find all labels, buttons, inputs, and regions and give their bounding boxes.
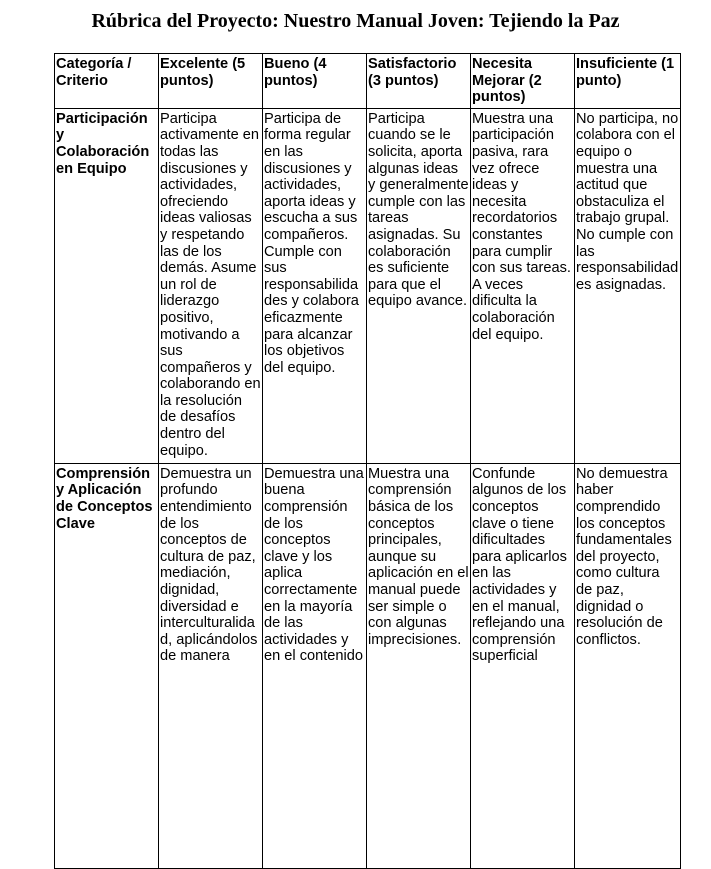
header-insufficient: Insuficiente (1 punto) bbox=[575, 54, 681, 109]
table-cell: Participa cuando se le solicita, aporta algunas ideas y generalmente cumple con las tareas asignadas. Su colaboración es suficiente para que el equipo avance. bbox=[367, 108, 471, 463]
header-satisfactory: Satisfactorio (3 puntos) bbox=[367, 54, 471, 109]
criterion-cell: Participación y Colaboración en Equipo bbox=[55, 108, 159, 463]
table-cell: Muestra una comprensión básica de los conceptos principales, aunque su aplicación en el manual puede ser simple o con algunas imprecisiones. bbox=[367, 463, 471, 868]
header-excellent: Excelente (5 puntos) bbox=[159, 54, 263, 109]
table-cell: Demuestra una buena comprensión de los conceptos clave y los aplica correctamente en la mayoría de las actividades y en el contenido bbox=[263, 463, 367, 868]
header-needs-improvement: Necesita Mejorar (2 puntos) bbox=[471, 54, 575, 109]
table-cell: Demuestra un profundo entendimiento de los conceptos de cultura de paz, mediación, dignidad, diversidad e interculturalidad, aplicándolos de manera bbox=[159, 463, 263, 868]
table-cell: No participa, no colabora con el equipo o muestra una actitud que obstaculiza el trabajo grupal. No cumple con las responsabilidades asignadas. bbox=[575, 108, 681, 463]
table-row bbox=[55, 108, 681, 463]
table-cell: Participa de forma regular en las discusiones y actividades, aporta ideas y escucha a sus compañeros. Cumple con sus responsabilidades y colabora eficazmente para alcanzar los objetivos del equipo. bbox=[263, 108, 367, 463]
criterion-cell: Comprensión y Aplicación de Conceptos Clave bbox=[55, 463, 159, 868]
document-title: Rúbrica del Proyecto: Nuestro Manual Joven: Tejiendo la Paz bbox=[91, 10, 620, 32]
header-good: Bueno (4 puntos) bbox=[263, 54, 367, 109]
table-row bbox=[55, 463, 681, 868]
table-cell: Confunde algunos de los conceptos clave o tiene dificultades para aplicarlos en las actividades y en el manual, reflejando una comprensión superficial bbox=[471, 463, 575, 868]
table-cell: Muestra una participación pasiva, rara vez ofrece ideas y necesita recordatorios constantes para cumplir con sus tareas. A veces dificulta la colaboración del equipo. bbox=[471, 108, 575, 463]
table-cell: Participa activamente en todas las discusiones y actividades, ofreciendo ideas valiosas y respetando las de los demás. Asume un rol de liderazgo positivo, motivando a sus compañeros y colaborando en la resolución de desafíos dentro del equipo. bbox=[159, 108, 263, 463]
table-header-row bbox=[55, 54, 681, 109]
rubric-table bbox=[54, 53, 681, 869]
header-criterion: Categoría / Criterio bbox=[55, 54, 159, 109]
table-cell: No demuestra haber comprendido los conceptos fundamentales del proyecto, como cultura de paz, dignidad o resolución de conflictos. bbox=[575, 463, 681, 868]
